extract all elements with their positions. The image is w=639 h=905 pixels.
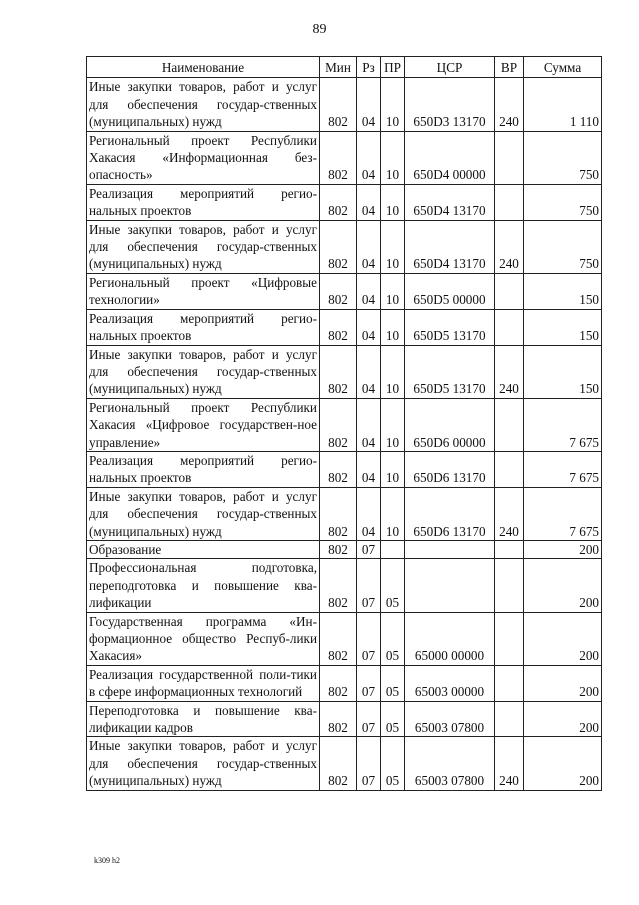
cell-pr: 05 xyxy=(381,559,405,612)
cell-rz: 07 xyxy=(357,559,381,612)
cell-vr xyxy=(495,273,524,309)
cell-sum: 750 xyxy=(524,131,602,184)
cell-min: 802 xyxy=(320,398,357,451)
cell-sum: 7 675 xyxy=(524,398,602,451)
cell-pr: 10 xyxy=(381,309,405,345)
cell-min: 802 xyxy=(320,309,357,345)
cell-name: Профессиональная подготовка, переподготовка и повышение ква-лификации xyxy=(87,559,320,612)
footer-code: k309 h2 xyxy=(94,856,120,865)
cell-pr: 05 xyxy=(381,665,405,701)
cell-vr: 240 xyxy=(495,78,524,131)
cell-pr: 10 xyxy=(381,273,405,309)
cell-rz: 04 xyxy=(357,487,381,540)
cell-csr xyxy=(405,559,495,612)
cell-rz: 04 xyxy=(357,220,381,273)
cell-name: Региональный проект Республики Хакасия «Цифровое государствен-ное управление» xyxy=(87,398,320,451)
cell-sum: 7 675 xyxy=(524,451,602,487)
cell-csr: 650D4 13170 xyxy=(405,184,495,220)
cell-sum: 200 xyxy=(524,612,602,665)
cell-csr: 650D5 13170 xyxy=(405,309,495,345)
cell-min: 802 xyxy=(320,540,357,558)
cell-min: 802 xyxy=(320,220,357,273)
cell-name: Реализация мероприятий регио-нальных проектов xyxy=(87,451,320,487)
table-row xyxy=(87,559,602,612)
table-row xyxy=(87,398,602,451)
cell-pr: 10 xyxy=(381,451,405,487)
cell-sum: 200 xyxy=(524,701,602,737)
cell-sum: 7 675 xyxy=(524,487,602,540)
cell-sum: 150 xyxy=(524,273,602,309)
table-row xyxy=(87,184,602,220)
cell-csr: 65003 07800 xyxy=(405,737,495,790)
cell-sum: 200 xyxy=(524,665,602,701)
cell-vr xyxy=(495,398,524,451)
cell-pr: 10 xyxy=(381,487,405,540)
cell-min: 802 xyxy=(320,737,357,790)
cell-min: 802 xyxy=(320,78,357,131)
cell-min: 802 xyxy=(320,612,357,665)
cell-csr: 65003 00000 xyxy=(405,665,495,701)
cell-rz: 07 xyxy=(357,540,381,558)
cell-vr: 240 xyxy=(495,220,524,273)
cell-csr: 650D3 13170 xyxy=(405,78,495,131)
header-min: Мин xyxy=(320,57,357,78)
cell-name: Государственная программа «Ин-формационное общество Респуб-лики Хакасия» xyxy=(87,612,320,665)
table-row xyxy=(87,131,602,184)
cell-min: 802 xyxy=(320,451,357,487)
cell-rz: 04 xyxy=(357,345,381,398)
cell-sum: 750 xyxy=(524,184,602,220)
header-vr: ВР xyxy=(495,57,524,78)
cell-csr: 65003 07800 xyxy=(405,701,495,737)
cell-csr: 650D5 13170 xyxy=(405,345,495,398)
cell-csr: 650D6 13170 xyxy=(405,487,495,540)
cell-rz: 04 xyxy=(357,131,381,184)
cell-name: Иные закупки товаров, работ и услуг для обеспечения государ-ственных (муниципальных) нужд xyxy=(87,220,320,273)
cell-name: Переподготовка и повышение ква-лификации кадров xyxy=(87,701,320,737)
cell-rz: 04 xyxy=(357,309,381,345)
cell-sum: 1 110 xyxy=(524,78,602,131)
cell-csr: 650D6 00000 xyxy=(405,398,495,451)
cell-csr: 650D4 13170 xyxy=(405,220,495,273)
cell-name: Региональный проект Республики Хакасия «Информационная без-опасность» xyxy=(87,131,320,184)
cell-rz: 04 xyxy=(357,451,381,487)
cell-rz: 04 xyxy=(357,398,381,451)
cell-vr xyxy=(495,665,524,701)
cell-min: 802 xyxy=(320,131,357,184)
table-row xyxy=(87,665,602,701)
table-row xyxy=(87,273,602,309)
cell-name: Иные закупки товаров, работ и услуг для обеспечения государ-ственных (муниципальных) нужд xyxy=(87,487,320,540)
cell-min: 802 xyxy=(320,273,357,309)
cell-vr xyxy=(495,701,524,737)
cell-min: 802 xyxy=(320,487,357,540)
cell-vr xyxy=(495,131,524,184)
cell-vr: 240 xyxy=(495,737,524,790)
header-name: Наименование xyxy=(87,57,320,78)
cell-rz: 04 xyxy=(357,184,381,220)
cell-name: Реализация мероприятий регио-нальных проектов xyxy=(87,309,320,345)
cell-vr xyxy=(495,559,524,612)
table-body xyxy=(87,78,602,790)
cell-sum: 200 xyxy=(524,559,602,612)
cell-sum: 200 xyxy=(524,540,602,558)
table-row xyxy=(87,78,602,131)
cell-csr: 650D5 00000 xyxy=(405,273,495,309)
budget-table xyxy=(86,56,602,791)
cell-pr: 10 xyxy=(381,220,405,273)
cell-rz: 07 xyxy=(357,701,381,737)
table-row xyxy=(87,737,602,790)
cell-pr: 10 xyxy=(381,78,405,131)
cell-csr: 650D4 00000 xyxy=(405,131,495,184)
header-rz: Рз xyxy=(357,57,381,78)
cell-pr: 05 xyxy=(381,737,405,790)
cell-rz: 04 xyxy=(357,273,381,309)
cell-pr: 10 xyxy=(381,398,405,451)
table-row xyxy=(87,309,602,345)
header-csr: ЦСР xyxy=(405,57,495,78)
cell-min: 802 xyxy=(320,701,357,737)
cell-pr xyxy=(381,540,405,558)
cell-name: Иные закупки товаров, работ и услуг для обеспечения государ-ственных (муниципальных) нужд xyxy=(87,345,320,398)
cell-csr: 65000 00000 xyxy=(405,612,495,665)
cell-min: 802 xyxy=(320,665,357,701)
cell-pr: 05 xyxy=(381,701,405,737)
table-row xyxy=(87,701,602,737)
cell-vr: 240 xyxy=(495,345,524,398)
page-number: 89 xyxy=(312,22,327,37)
cell-min: 802 xyxy=(320,345,357,398)
cell-vr: 240 xyxy=(495,487,524,540)
table-row xyxy=(87,487,602,540)
cell-rz: 04 xyxy=(357,78,381,131)
cell-rz: 07 xyxy=(357,612,381,665)
table-row xyxy=(87,451,602,487)
cell-rz: 07 xyxy=(357,737,381,790)
cell-sum: 200 xyxy=(524,737,602,790)
cell-sum: 750 xyxy=(524,220,602,273)
cell-pr: 10 xyxy=(381,184,405,220)
cell-name: Образование xyxy=(87,540,320,558)
cell-sum: 150 xyxy=(524,345,602,398)
cell-vr xyxy=(495,309,524,345)
cell-vr xyxy=(495,540,524,558)
cell-name: Реализация мероприятий регио-нальных проектов xyxy=(87,184,320,220)
header-pr: ПР xyxy=(381,57,405,78)
cell-pr: 10 xyxy=(381,131,405,184)
cell-name: Реализация государственной поли-тики в сфере информационных технологий xyxy=(87,665,320,701)
table-header-row xyxy=(87,57,602,78)
cell-rz: 07 xyxy=(357,665,381,701)
cell-min: 802 xyxy=(320,184,357,220)
cell-vr xyxy=(495,184,524,220)
cell-pr: 10 xyxy=(381,345,405,398)
cell-name: Иные закупки товаров, работ и услуг для обеспечения государ-ственных (муниципальных) нужд xyxy=(87,737,320,790)
table-row xyxy=(87,345,602,398)
table-row xyxy=(87,612,602,665)
cell-pr: 05 xyxy=(381,612,405,665)
cell-name: Иные закупки товаров, работ и услуг для обеспечения государ-ственных (муниципальных) нужд xyxy=(87,78,320,131)
cell-csr xyxy=(405,540,495,558)
cell-sum: 150 xyxy=(524,309,602,345)
cell-min: 802 xyxy=(320,559,357,612)
cell-csr: 650D6 13170 xyxy=(405,451,495,487)
cell-vr xyxy=(495,451,524,487)
header-sum: Сумма xyxy=(524,57,602,78)
cell-name: Региональный проект «Цифровые технологии» xyxy=(87,273,320,309)
table-row xyxy=(87,220,602,273)
cell-vr xyxy=(495,612,524,665)
table-row xyxy=(87,540,602,558)
